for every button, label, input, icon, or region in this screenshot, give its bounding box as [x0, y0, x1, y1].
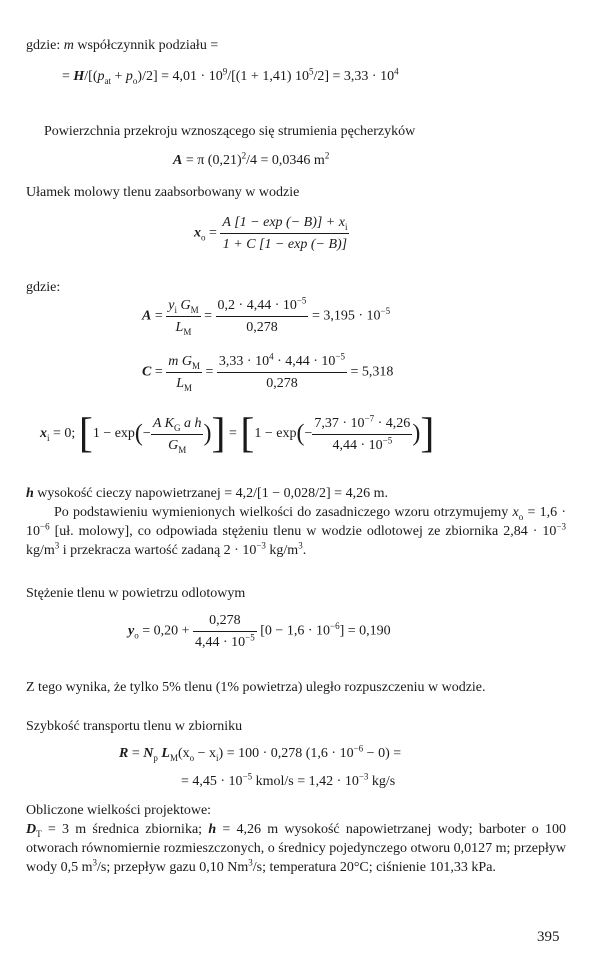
eq-sign: = — [209, 225, 217, 241]
page-number: 395 — [537, 929, 560, 945]
eq-area-value: = π (0,21) — [185, 153, 242, 168]
eq-result2: kmol/s = 1,42 · 10 — [252, 774, 359, 789]
exp-minus5: −5 — [242, 771, 253, 782]
eq-prefix: = 0,20 + — [142, 623, 190, 639]
text-part7: . — [302, 543, 307, 558]
symbol-A: A — [142, 308, 152, 324]
bracket-close-2: ] — [420, 411, 435, 457]
subscript-T: T — [36, 828, 42, 839]
fraction-denominator — [166, 316, 200, 337]
subscript-o: o — [132, 75, 138, 86]
exp-minus5: −5 — [296, 295, 307, 306]
exp-4: 4 — [269, 351, 274, 362]
exp-minus3: −3 — [358, 771, 369, 782]
eq-result3: kg/s — [368, 774, 396, 789]
fraction-denominator: 0,278 — [217, 372, 347, 393]
fraction-denominator — [312, 434, 412, 455]
exp-3b: 3 — [298, 540, 303, 551]
exp-minus6: −6 — [40, 521, 50, 532]
eq-sign: = — [228, 426, 237, 442]
text-part2: = 4,26 m wysokość napowietrzanej wody; barboter o 100 otworach równomiernie rozmieszczonych, o średnicy pojedynczego otworu 0,0127 m; przepływ wody 0,5 m — [26, 822, 566, 875]
word-gdzie: gdzie: — [26, 38, 61, 53]
paren-open-2: ( — [296, 420, 305, 447]
symbol-x: x — [40, 426, 47, 442]
bracket-open-2: [ — [240, 411, 255, 457]
text-rest: współczynnik podziału = — [77, 38, 219, 53]
subscript-G: G — [173, 422, 181, 433]
symbol-ah: a h — [180, 415, 202, 431]
exp-3: 3 — [54, 540, 60, 551]
text-h-definition — [26, 484, 388, 503]
fraction-numerator — [312, 414, 412, 434]
subscript-i: i — [47, 433, 50, 444]
paren-open: ( — [134, 420, 143, 447]
numerator-text: A [1 − exp (− B)] + x — [222, 215, 345, 230]
subscript-M: M — [190, 304, 199, 315]
fraction-numerator — [220, 213, 349, 233]
symbol-m: m — [63, 38, 74, 53]
equation-C — [142, 352, 393, 393]
exp-3b: 3 — [248, 857, 253, 868]
text-h-rest: wysokość cieczy napowietrzanej = 4,2/[1 − 0,028/2] = 4,26 m. — [33, 486, 388, 501]
text-part1: Po podstawieniu wymienionych wielkości do zasadniczego wzoru otrzymujemy — [54, 505, 513, 520]
denominator-text: 1 + C [1 − exp (− B)] — [222, 237, 348, 252]
numerator-value2: · 4,44 · 10 — [273, 354, 336, 369]
text-part4: /s; temperatura 20°C; ciśnienie 101,33 kPa. — [252, 860, 496, 875]
symbol-L: L — [175, 320, 184, 335]
denominator-value: 4,44 · 10 — [332, 437, 383, 453]
symbol-AK: A K — [152, 415, 174, 431]
subscript-at: at — [104, 75, 112, 86]
eq-sign: = — [131, 746, 140, 761]
text-part1: = 3 m średnica zbiornika; — [41, 822, 209, 837]
symbol-A: A — [173, 153, 183, 168]
subscript-M: M — [169, 752, 178, 763]
fraction-denominator — [151, 434, 204, 455]
symbol-L: L — [176, 376, 185, 391]
fraction-denominator — [193, 631, 257, 652]
symbol-D: D — [26, 822, 37, 837]
numerator-value: 3,33 · 10 — [218, 354, 270, 369]
equation-A — [142, 296, 390, 337]
subscript-M: M — [178, 444, 187, 455]
bracket-open: [ — [78, 411, 93, 457]
equation-R-result — [181, 772, 395, 791]
exp-minus6: −6 — [330, 621, 340, 632]
symbol-h: h — [208, 822, 217, 837]
eq-area-result: /4 = 0,0346 m — [246, 153, 325, 168]
exp-term: 1 − exp — [92, 426, 135, 442]
denominator-value: 4,44 · 10 — [195, 635, 246, 650]
paragraph-design-values — [26, 820, 566, 877]
eq-zero: = 0; — [53, 426, 76, 442]
fraction-denominator — [220, 233, 349, 254]
exp-term-2: 1 − exp — [254, 426, 297, 442]
fraction-denominator: 0,278 — [216, 316, 309, 337]
paren-close: ) — [203, 420, 212, 447]
exp-5: 5 — [308, 66, 314, 77]
symbol-p2: p — [125, 69, 133, 84]
text-design-values-title: Obliczone wielkości projektowe: — [26, 803, 212, 818]
symbol-x: x — [512, 505, 519, 520]
exp-minus7: −7 — [364, 412, 375, 423]
eq-value2: /[(1 + 1,41) 10 — [227, 69, 309, 84]
fraction-numerator — [216, 296, 309, 316]
text-part6: kg/m — [265, 543, 299, 558]
eq-bracket: [0 − 1,6 · 10 — [260, 623, 330, 639]
equation-R — [119, 744, 401, 763]
symbol-p: p — [97, 69, 105, 84]
fraction-B-numeric — [312, 414, 412, 455]
equation-yo — [128, 611, 391, 652]
text-oxygen-concentration: Stężenie tlenu w powietrzu odlotowym — [26, 586, 246, 601]
subscript-p: p — [153, 752, 158, 763]
fraction-xo — [220, 213, 349, 254]
text-molar-fraction: Ułamek molowy tlenu zaabsorbowany w wodzie — [26, 185, 300, 200]
symbol-h: h — [26, 486, 34, 501]
text-line-partition-coefficient — [26, 36, 218, 55]
bracket-close: ] — [211, 411, 226, 457]
exp-minus3: −3 — [556, 521, 566, 532]
fraction-numerator: 0,278 — [209, 613, 241, 628]
eq-bracket-open: /[( — [84, 69, 98, 84]
equation-xo — [194, 213, 349, 254]
paren-close-2: ) — [412, 420, 421, 447]
exp-3: 3 — [92, 857, 97, 868]
exp-minus6: −6 — [353, 743, 364, 754]
subscript-o: o — [134, 630, 139, 641]
equation-area — [173, 151, 329, 170]
fraction-C-symbolic — [166, 352, 202, 393]
subscript-o: o — [201, 232, 206, 243]
subscript-M: M — [184, 382, 193, 393]
subscript-M: M — [191, 360, 200, 371]
eq-bracket-close: )/2] — [137, 69, 158, 84]
eq-result1: = 4,45 · 10 — [181, 774, 243, 789]
eq-rest: ) = 100 · 0,278 (1,6 · 10 — [218, 746, 354, 761]
exp-2b: 2 — [324, 150, 330, 161]
fraction-numerator — [217, 352, 347, 372]
eq-rest2: − 0) = — [363, 746, 402, 761]
exp-2: 2 — [241, 150, 247, 161]
symbol-C: C — [142, 364, 152, 380]
symbol-G: G — [168, 437, 179, 453]
symbol-x: x — [194, 225, 201, 241]
subscript-M: M — [183, 326, 192, 337]
eq-plus: + — [111, 69, 126, 84]
symbol-y: y — [128, 623, 135, 639]
fraction-numerator — [151, 414, 204, 434]
symbol-R: R — [119, 746, 129, 761]
equation-xi-B: $x_i = 0$; [1 − exp(− $\frac{A K_G a h}{G_M}$ )] = [1 − exp(− $\frac{7,37 \cdot 10^{-7} \cdot 4,26}{4,44 \cdot 10^{-5}}$ )] — [40, 411, 435, 457]
symbol-H: H — [73, 69, 85, 84]
fraction-numerator — [166, 296, 200, 316]
fraction-B-symbolic — [151, 414, 204, 455]
numerator-value: 0,2 · 4,44 · 10 — [217, 298, 297, 313]
exp-minus5: −5 — [380, 306, 391, 317]
text-part4: kg/m — [26, 543, 55, 558]
symbol-y: y — [168, 298, 175, 313]
subscript-i: i — [174, 304, 177, 315]
fraction-yo — [193, 611, 257, 652]
exp-minus5: −5 — [335, 351, 345, 362]
fraction-A-numeric — [216, 296, 309, 337]
numerator-value: 7,37 · 10 — [314, 415, 365, 431]
paragraph-substitution — [26, 503, 566, 560]
subscript-o: o — [189, 752, 195, 763]
eq-result: = 5,318 — [350, 364, 394, 380]
eq-value1: = 4,01 · 10 — [161, 69, 223, 84]
symbol-N: N — [143, 746, 154, 761]
eq-sign: = — [62, 69, 74, 84]
eq-sign: = — [205, 364, 214, 380]
eq-result: = 3,195 · 10 — [311, 308, 381, 324]
fraction-A-symbolic — [166, 296, 200, 337]
eq-minus: − x — [194, 746, 217, 761]
eq-paren: (x — [177, 746, 190, 761]
symbol-G: G — [176, 298, 191, 313]
exp-minus3b: −3 — [256, 540, 266, 551]
paragraph-conclusion: Z tego wynika, że tylko 5% tlenu (1% powietrza) uległo rozpuszczeniu w wodzie. — [26, 680, 486, 695]
fraction-denominator — [166, 372, 202, 393]
text-part2: = 1,6 · 10 — [26, 505, 567, 539]
text-part3: /s; przepływ gazu 0,10 Nm — [97, 860, 249, 875]
text-gdzie: gdzie: — [26, 280, 61, 295]
eq-value3: /2] = 3,33 · 10 — [313, 69, 395, 84]
subscript-o: o — [518, 511, 524, 522]
fraction-numerator — [166, 352, 202, 372]
exp-9: 9 — [222, 66, 228, 77]
fraction-C-numeric — [217, 352, 347, 393]
subscript-i: i — [216, 752, 219, 763]
eq-sign: = — [204, 308, 213, 324]
numerator-value2: · 4,26 — [374, 415, 411, 431]
symbol-L: L — [157, 746, 170, 761]
exp-4: 4 — [394, 66, 399, 77]
symbol-mG: m G — [168, 354, 192, 369]
equation-partition-coefficient — [62, 67, 399, 86]
subscript-i: i — [344, 221, 348, 232]
eq-sign: = — [154, 364, 163, 380]
eq-sign: = — [154, 308, 163, 324]
exp-minus5: −5 — [245, 632, 255, 643]
text-part3: [uł. molowy], co odpowiada stężeniu tlenu w wodzie odlotowej ze zbiornika 2,84 · 10 — [49, 524, 557, 539]
eq-result: ] = 0,190 — [339, 623, 391, 639]
text-transport-rate: Szybkość transportu tlenu w zbiorniku — [26, 719, 243, 734]
text-area-title: Powierzchnia przekroju wznoszącego się strumienia pęcherzyków — [44, 124, 416, 139]
exp-minus5: −5 — [382, 434, 393, 445]
text-part5: i przekracza wartość zadaną 2 · 10 — [59, 543, 257, 558]
